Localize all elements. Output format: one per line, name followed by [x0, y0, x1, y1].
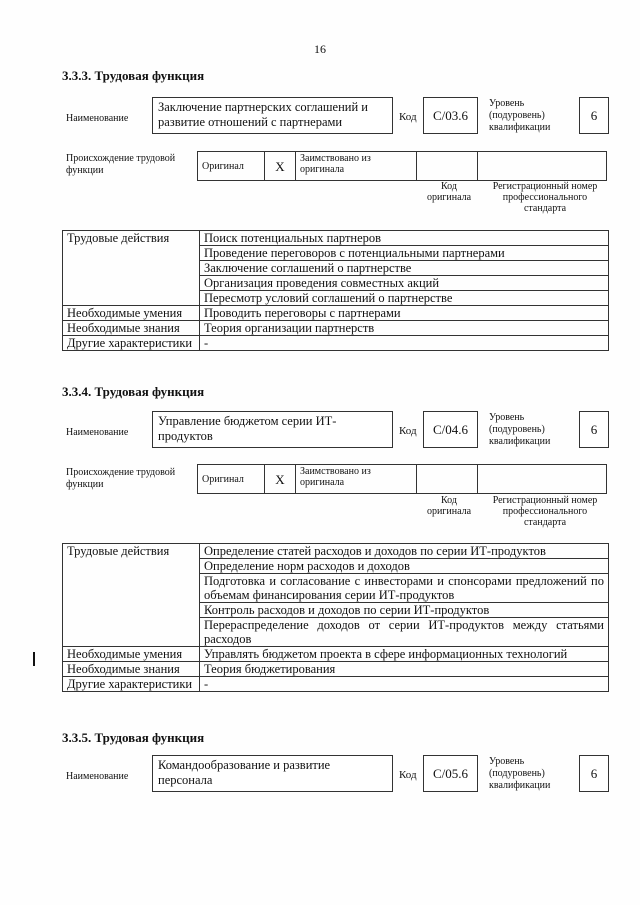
skills-label: Необходимые умения: [63, 647, 200, 662]
origin-table: [197, 464, 607, 494]
original-label: Оригинал: [198, 152, 265, 181]
other-label: Другие характеристики: [63, 677, 200, 692]
origin-table: [197, 151, 607, 181]
actions-label: Трудовые действия: [63, 231, 200, 306]
action-item: Подготовка и согласование с инвесторами и спонсорами предложений по объемам финансирования серии ИТ-продуктов: [200, 574, 609, 603]
reg-number-cell: [478, 152, 607, 181]
page-number: 16: [314, 42, 326, 56]
level-label: Уровень (подуровень) квалификации: [489, 412, 551, 447]
reg-number-label: Регистрационный номер профессионального стандарта: [492, 495, 598, 528]
borrowed-label: Заимствовано из оригинала: [296, 465, 417, 494]
knowledge-value: Теория бюджетирования: [200, 662, 609, 677]
code-label: Код: [399, 111, 417, 123]
other-label: Другие характеристики: [63, 336, 200, 351]
reg-number-cell: [478, 465, 607, 494]
borrowed-label: Заимствовано из оригинала: [296, 152, 417, 181]
code-original-label: Код оригинала: [426, 495, 472, 517]
action-item: Определение статей расходов и доходов по серии ИТ-продуктов: [200, 544, 609, 559]
requirements-table-333: [62, 230, 609, 351]
code-label: Код: [399, 425, 417, 437]
action-item: Поиск потенциальных партнеров: [200, 231, 609, 246]
knowledge-value: Теория организации партнерств: [200, 321, 609, 336]
level-label: Уровень (подуровень) квалификации: [489, 756, 551, 791]
action-item: Организация проведения совместных акций: [200, 276, 609, 291]
code-original-label: Код оригинала: [426, 181, 472, 203]
function-name-box: Командообразование и развитие персонала: [152, 755, 393, 792]
other-value: -: [200, 677, 609, 692]
actions-label: Трудовые действия: [63, 544, 200, 647]
code-original-cell: [417, 152, 478, 181]
action-item: Заключение соглашений о партнерстве: [200, 261, 609, 276]
code-value-box: C/05.6: [423, 755, 478, 792]
section-title-335: 3.3.5. Трудовая функция: [62, 730, 205, 745]
name-label: Наименование: [66, 771, 129, 782]
name-label: Наименование: [66, 113, 129, 124]
code-original-cell: [417, 465, 478, 494]
name-label: Наименование: [66, 427, 129, 438]
skills-label: Необходимые умения: [63, 306, 200, 321]
skills-value: Проводить переговоры с партнерами: [200, 306, 609, 321]
action-item: Определение норм расходов и доходов: [200, 559, 609, 574]
requirements-table-334: [62, 543, 609, 692]
section-title-334: 3.3.4. Трудовая функция: [62, 384, 205, 399]
code-value-box: C/04.6: [423, 411, 478, 448]
action-item: Перераспределение доходов от серии ИТ-продуктов между статьями расходов: [200, 618, 609, 647]
skills-value: Управлять бюджетом проекта в сфере информационных технологий: [200, 647, 609, 662]
level-value-box: 6: [579, 97, 609, 134]
code-value-box: C/03.6: [423, 97, 478, 134]
original-mark: X: [265, 152, 296, 181]
function-name-box: Управление бюджетом серии ИТ-продуктов: [152, 411, 393, 448]
level-label: Уровень (подуровень) квалификации: [489, 98, 551, 133]
action-item: Пересмотр условий соглашений о партнерстве: [200, 291, 609, 306]
origin-label: Происхождение трудовой функции: [66, 467, 176, 490]
other-value: -: [200, 336, 609, 351]
margin-mark: [33, 652, 35, 666]
action-item: Контроль расходов и доходов по серии ИТ-продуктов: [200, 603, 609, 618]
knowledge-label: Необходимые знания: [63, 662, 200, 677]
level-value-box: 6: [579, 411, 609, 448]
level-value-box: 6: [579, 755, 609, 792]
action-item: Проведение переговоров с потенциальными партнерами: [200, 246, 609, 261]
reg-number-label: Регистрационный номер профессионального стандарта: [492, 181, 598, 214]
original-label: Оригинал: [198, 465, 265, 494]
code-label: Код: [399, 769, 417, 781]
original-mark: X: [265, 465, 296, 494]
origin-label: Происхождение трудовой функции: [66, 153, 176, 176]
section-title-333: 3.3.3. Трудовая функция: [62, 68, 205, 83]
knowledge-label: Необходимые знания: [63, 321, 200, 336]
function-name-box: Заключение партнерских соглашений и развитие отношений с партнерами: [152, 97, 393, 134]
